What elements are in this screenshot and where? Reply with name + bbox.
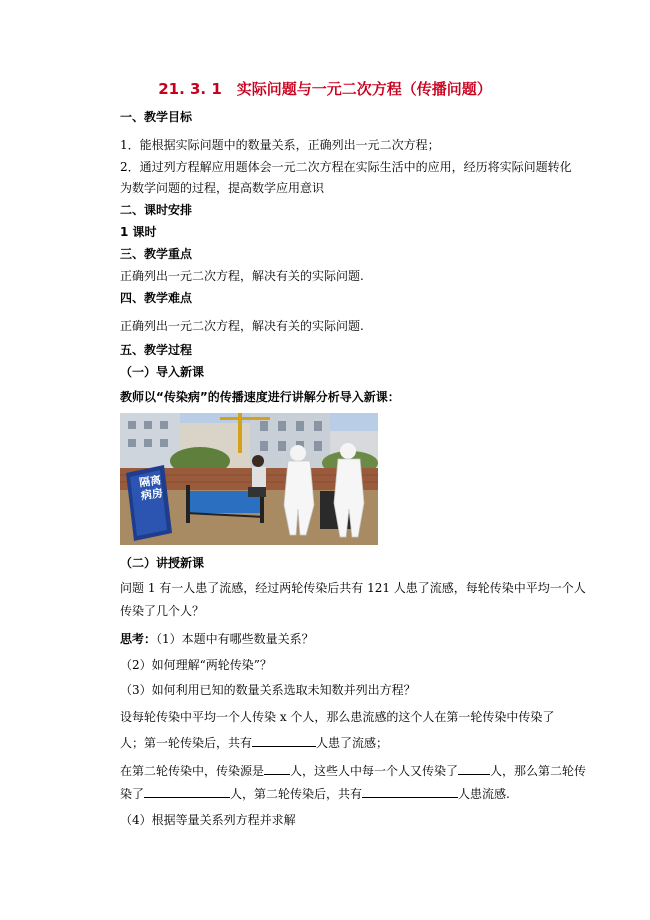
quarantine-sign-text: 隔离病房 [138, 473, 164, 503]
quarantine-ward-photo [120, 413, 378, 545]
step-4: （4）根据等量关系列方程并求解 [120, 813, 296, 827]
difficulties-content: 正确列出一元二次方程，解决有关的实际问题. [120, 319, 364, 333]
paragraph-1-line-2 [120, 734, 388, 751]
section-heading-process: 五、教学过程 [120, 343, 193, 357]
schedule-content: 1 课时 [120, 225, 157, 239]
para1-text-a: 人；第一轮传染后，共有 [120, 736, 253, 750]
para1-text-b: 人患了流感； [316, 736, 389, 750]
goal-2-line-1: 2．通过列方程解应用题体会一元二次方程在实际生活中的应用，经历将实际问题转化 [120, 160, 572, 174]
answer-blank-1[interactable] [252, 734, 316, 747]
para2-text-b: 人，这些人中每一个人又传染了 [290, 764, 459, 778]
paragraph-1-line-1: 设每轮传染中平均一个人传染 x 个人，那么患流感的这个人在第一轮传染中传染了 [120, 710, 555, 724]
paragraph-2-line-2 [120, 785, 510, 802]
paragraph-2-line-1 [120, 762, 586, 779]
subsection-intro: （一）导入新课 [120, 365, 205, 379]
subsection-new-lesson: （二）讲授新课 [120, 556, 205, 570]
answer-blank-5[interactable] [362, 785, 458, 798]
problem-1-line-1: 问题 1 有一人患了流感，经过两轮传染后共有 121 人患了流感，每轮传染中平均一个人 [120, 581, 586, 595]
para2-text-d: 染了 [120, 787, 145, 801]
section-heading-key-points: 三、教学重点 [120, 247, 193, 261]
goal-1: 1．能根据实际问题中的数量关系，正确列出一元二次方程； [120, 138, 440, 152]
think-question-1: （1）本题中有哪些数量关系？ [156, 632, 314, 646]
key-points-content: 正确列出一元二次方程，解决有关的实际问题. [120, 269, 364, 283]
para2-text-e: 人，第二轮传染后，共有 [230, 787, 363, 801]
answer-blank-4[interactable] [144, 785, 230, 798]
answer-blank-3[interactable] [458, 762, 490, 775]
section-heading-schedule: 二、课时安排 [120, 203, 193, 217]
think-question-2: （2）如何理解“两轮传染”？ [120, 658, 272, 672]
section-heading-difficulties: 四、教学难点 [120, 291, 193, 305]
think-label: 思考： [120, 632, 157, 646]
page-title: 21. 3. 1 实际问题与一元二次方程（传播问题） [158, 80, 492, 98]
think-row-1 [120, 631, 314, 647]
para2-text-f: 人患流感. [458, 787, 510, 801]
para2-text-a: 在第二轮传染中，传染源是 [120, 764, 265, 778]
think-question-3: （3）如何利用已知的数量关系选取未知数并列出方程？ [120, 683, 416, 697]
section-heading-goals: 一、教学目标 [120, 110, 193, 124]
problem-1-line-2: 传染了几个人？ [120, 604, 205, 618]
goal-2-line-2: 为数学问题的过程，提高数学应用意识 [120, 181, 325, 195]
answer-blank-2[interactable] [264, 762, 290, 775]
para2-text-c: 人，那么第二轮传 [490, 764, 587, 778]
intro-text: 教师以“传染病”的传播速度进行讲解分析导入新课： [120, 390, 400, 404]
